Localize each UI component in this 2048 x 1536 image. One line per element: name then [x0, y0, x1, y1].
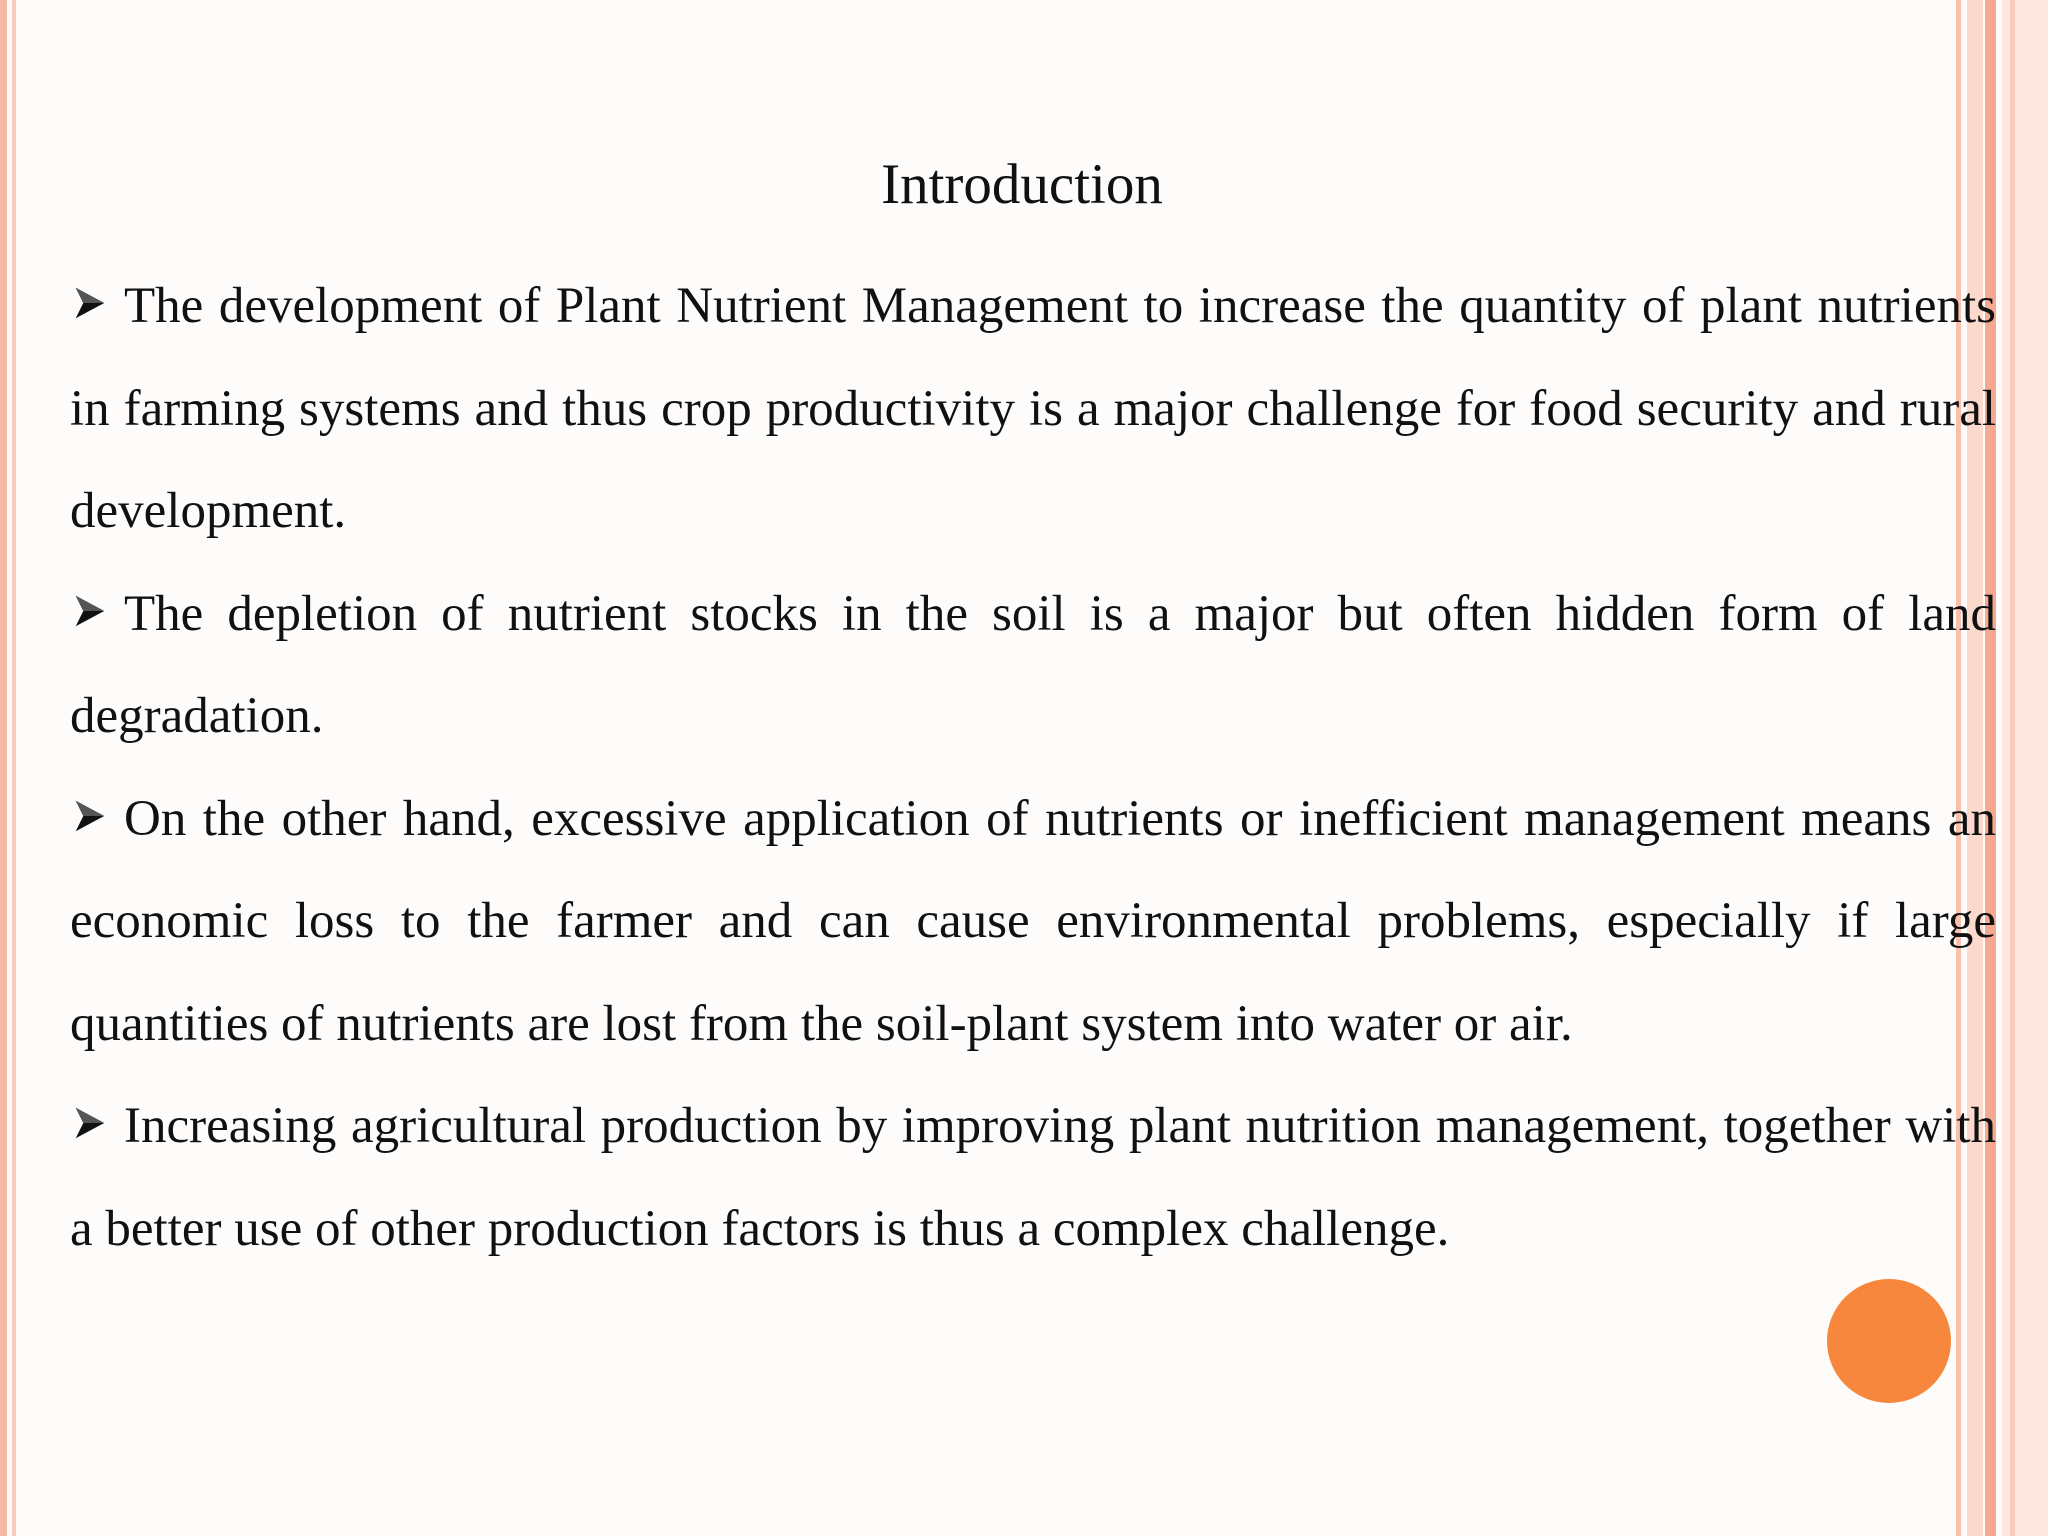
bullet-text: Increasing agricultural production by improving plant nutrition management, together with a better use of other production factors is thus a complex challenge. — [70, 1098, 1996, 1257]
bullet-item — [70, 768, 1996, 1076]
arrow-bullet-icon — [70, 592, 110, 632]
bullet-text: On the other hand, excessive application of nutrients or inefficient management means an economic loss to the farmer and can cause environmental problems, especially if large quantities of nutrients are lost from the soil-plant system into water or air. — [70, 790, 1996, 1052]
bullet-item — [70, 1075, 1996, 1280]
left-border-stripe — [0, 0, 7, 1536]
slide-title: Introduction — [881, 153, 1163, 216]
accent-circle — [1827, 1279, 1951, 1403]
bullet-list — [70, 255, 1996, 1280]
left-border-stripe-inner — [12, 0, 16, 1536]
right-border-stripe-4 — [2002, 0, 2048, 1536]
arrow-bullet-icon — [70, 797, 110, 837]
bullet-item — [70, 563, 1996, 768]
bullet-item — [70, 255, 1996, 563]
bullet-text: The development of Plant Nutrient Management to increase the quantity of plant nutrients in farming systems and thus crop productivity is a major challenge for food security and rural development. — [70, 278, 1996, 539]
arrow-bullet-icon — [70, 1104, 110, 1144]
bullet-text: The depletion of nutrient stocks in the soil is a major but often hidden form of land degradation. — [70, 585, 1996, 744]
arrow-bullet-icon — [70, 284, 110, 324]
right-border-stripe-5 — [2010, 0, 2015, 1536]
